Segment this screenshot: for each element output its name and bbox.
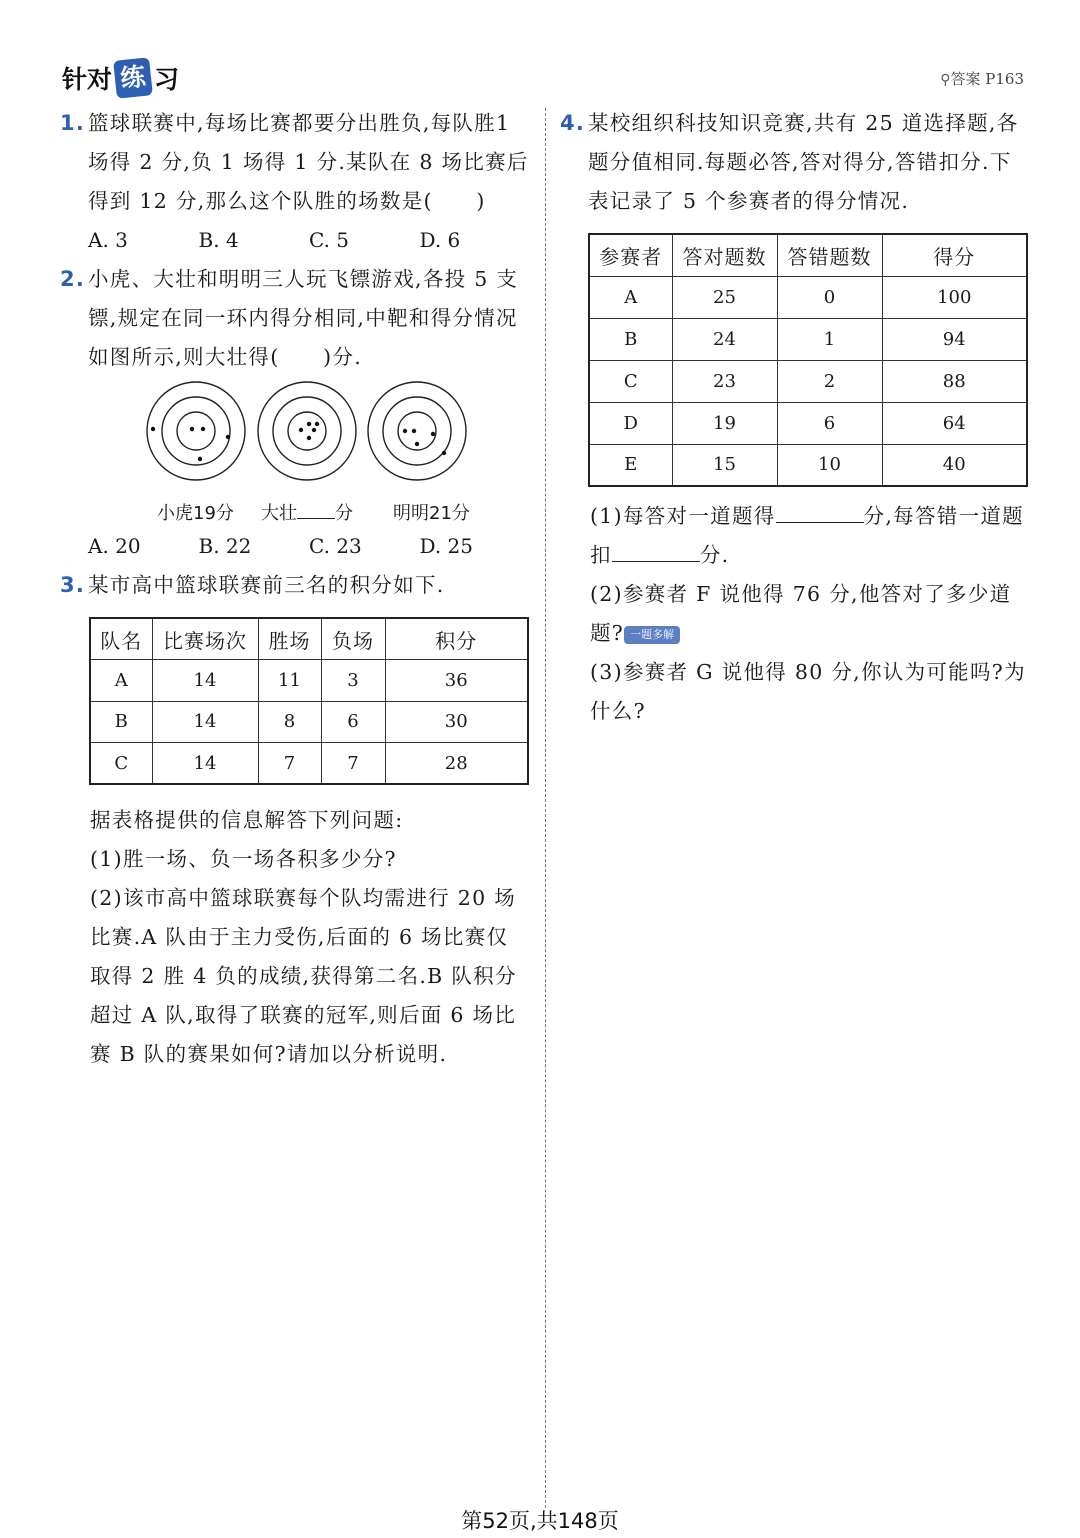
caption-dazhuang-after: 分	[335, 503, 353, 524]
table-row	[589, 444, 1027, 486]
table-header-row	[90, 618, 528, 660]
sub-question-2: (2)该市高中篮球联赛每个队均需进行 20 场比赛.A 队由于主力受伤,后面的 6 场比赛仅取得 2 胜 4 负的成绩,获得第二名.B 队积分超过 A 队,取得了联赛的冠军,则后面 6 场比赛 B 队的赛果如何?请加以分析说明.	[90, 886, 517, 1066]
table-row	[90, 701, 528, 743]
title-after: 习	[154, 65, 180, 94]
question-2	[60, 260, 530, 566]
table-cell: 88	[882, 360, 1027, 402]
multi-solution-badge: 一题多解	[624, 626, 680, 644]
header-cell: 答错题数	[777, 234, 882, 276]
question-number: 2.	[60, 267, 86, 291]
title-highlight: 练	[113, 57, 153, 99]
dartboard-figure	[88, 377, 530, 527]
table-cell: 2	[777, 360, 882, 402]
table-cell: A	[90, 660, 152, 702]
answer-reference	[940, 68, 1024, 89]
caption-xiaohu: 小虎19分	[157, 503, 234, 524]
table-cell: 14	[152, 743, 258, 785]
caption-mingming: 明明21分	[393, 503, 470, 524]
dartboard-dazhuang	[257, 381, 357, 481]
table-cell: 7	[321, 743, 385, 785]
question-text: 某市高中篮球联赛前三名的积分如下.	[88, 573, 445, 597]
question-number: 3.	[60, 573, 86, 597]
answer-blank-2[interactable]	[612, 539, 700, 562]
right-column	[560, 104, 1030, 731]
question-text: 篮球联赛中,每场比赛都要分出胜负,每队胜1场得 2 分,负 1 场得 1 分.某队在 8 场比赛后得到 12 分,那么这个队胜的场数是( )	[88, 111, 529, 213]
table-row	[589, 318, 1027, 360]
column-divider	[545, 108, 546, 1508]
left-column	[60, 104, 530, 1074]
table-cell: 64	[882, 402, 1027, 444]
table-cell: A	[589, 276, 672, 318]
table-cell: 36	[385, 660, 528, 702]
sub-question-1	[560, 497, 1030, 575]
table-cell: 15	[672, 444, 777, 486]
question-4	[560, 104, 1030, 731]
options	[60, 527, 530, 566]
question-text: 某校组织科技知识竞赛,共有 25 道选择题,各题分值相同.每题必答,答对得分,答错扣分.下表记录了 5 个参赛者的得分情况.	[588, 111, 1019, 213]
section-title	[62, 58, 179, 98]
table-cell: 6	[321, 701, 385, 743]
option-d: D. 6	[419, 228, 461, 252]
option-d: D. 25	[419, 534, 473, 558]
question-3	[60, 566, 530, 1074]
header-cell: 负场	[321, 618, 385, 660]
table-cell: 23	[672, 360, 777, 402]
question-1	[60, 104, 530, 260]
answer-ref-text: 答案 P163	[950, 70, 1024, 88]
sub-question-2	[560, 575, 1030, 653]
table-cell: 3	[321, 660, 385, 702]
option-b: B. 22	[198, 534, 252, 558]
table-row	[589, 276, 1027, 318]
table-cell: E	[589, 444, 672, 486]
magnifier-icon: ⚲	[940, 72, 951, 88]
table-cell: 14	[152, 701, 258, 743]
table-cell: C	[90, 743, 152, 785]
sub1-text-b: 分,每答错一道题扣	[590, 504, 1024, 567]
table-cell: 6	[777, 402, 882, 444]
question-text: 小虎、大壮和明明三人玩飞镖游戏,各投 5 支镖,规定在同一环内得分相同,中靶和得分情况如图所示,则大壮得( )分.	[88, 267, 519, 369]
option-b: B. 4	[198, 228, 239, 252]
header-cell: 积分	[385, 618, 528, 660]
option-c: C. 5	[309, 228, 350, 252]
table-header-row	[589, 234, 1027, 276]
sub-question-1: (1)胜一场、负一场各积多少分?	[90, 847, 397, 871]
caption-dazhuang-before: 大壮	[261, 503, 297, 524]
scores-table	[588, 233, 1028, 487]
caption-dazhuang	[261, 499, 353, 525]
table-cell: 8	[258, 701, 321, 743]
sub1-text-c: 分.	[699, 543, 730, 567]
table-cell: 7	[258, 743, 321, 785]
header-cell: 比赛场次	[152, 618, 258, 660]
dartboard-mingming	[367, 381, 467, 481]
header-cell: 答对题数	[672, 234, 777, 276]
table-cell: 100	[882, 276, 1027, 318]
title-before: 针对	[62, 65, 113, 94]
dartboard-xiaohu	[146, 381, 246, 481]
table-cell: 11	[258, 660, 321, 702]
table-cell: 0	[777, 276, 882, 318]
sub-question-3: (3)参赛者 G 说他得 80 分,你认为可能吗?为什么?	[590, 660, 1026, 723]
table-cell: 40	[882, 444, 1027, 486]
option-c: C. 23	[309, 534, 362, 558]
table-row	[589, 402, 1027, 444]
question-intro: 据表格提供的信息解答下列问题:	[90, 808, 404, 832]
header-cell: 胜场	[258, 618, 321, 660]
options	[60, 221, 530, 260]
table-cell: 28	[385, 743, 528, 785]
table-cell: 30	[385, 701, 528, 743]
table-cell: 10	[777, 444, 882, 486]
sub1-text-a: (1)每答对一道题得	[590, 504, 776, 528]
table-cell: D	[589, 402, 672, 444]
header-cell: 队名	[90, 618, 152, 660]
table-cell: 19	[672, 402, 777, 444]
standings-table	[89, 617, 529, 785]
table-cell: 24	[672, 318, 777, 360]
table-cell: 1	[777, 318, 882, 360]
header-cell: 得分	[882, 234, 1027, 276]
table-row	[90, 743, 528, 785]
table-row	[90, 660, 528, 702]
table-cell: 94	[882, 318, 1027, 360]
option-a: A. 3	[88, 228, 128, 252]
table-cell: C	[589, 360, 672, 402]
option-a: A. 20	[88, 534, 141, 558]
question-number: 4.	[560, 111, 586, 135]
sub2-text: (2)参赛者 F 说他得 76 分,他答对了多少道题?	[590, 582, 1012, 645]
page-indicator: 第52页,共148页	[461, 1509, 619, 1533]
header-cell: 参赛者	[589, 234, 672, 276]
answer-blank[interactable]	[297, 500, 335, 519]
table-cell: B	[589, 318, 672, 360]
table-row	[589, 360, 1027, 402]
answer-blank-1[interactable]	[776, 500, 864, 523]
question-number: 1.	[60, 111, 86, 135]
table-cell: 25	[672, 276, 777, 318]
table-cell: 14	[152, 660, 258, 702]
table-cell: B	[90, 701, 152, 743]
